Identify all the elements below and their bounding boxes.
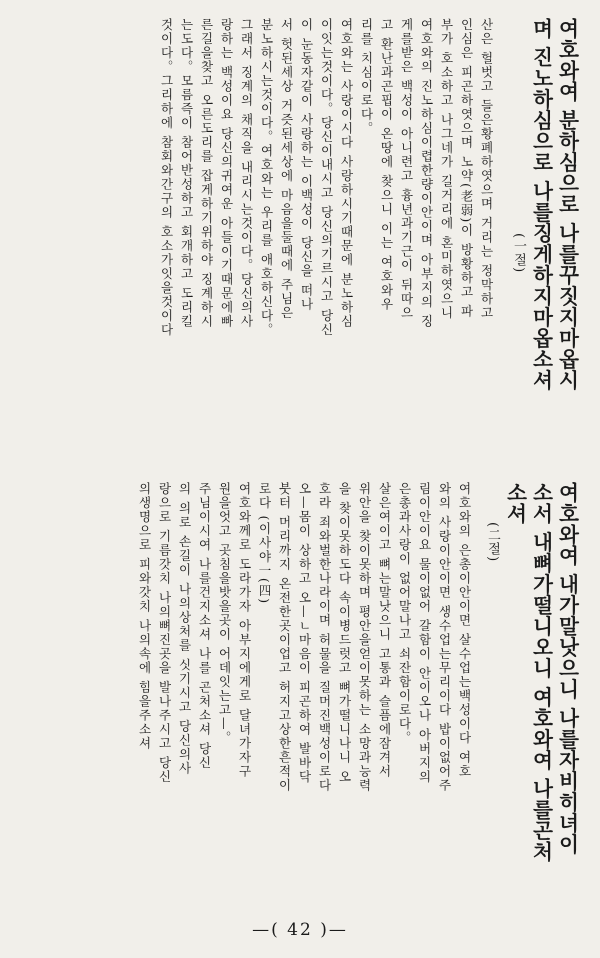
psalm-heading-line: 소서 내뼈가떨니오니 여호와여 나를곤처	[529, 482, 553, 862]
body-text-line: 이잇는것이다。당신이내시고 당신의기르시고 당신	[319, 18, 334, 337]
section-verse-1	[20, 18, 580, 473]
page-number: —( 42 )—	[252, 920, 348, 940]
column-gap	[496, 18, 508, 473]
body-text-line: 서 헛된세상 거즛된세상에 마음을둘때에 주님은	[279, 18, 294, 320]
body-text-line: 랑으로 기름갓치 나의뼈진곳을 발나주시고 당신	[157, 482, 172, 784]
body-text-line: 부가 호소하고 나그네가 길거리에 혼미하엿으니	[439, 18, 454, 320]
body-text-line: 의 의로 손길이 나의상처를 싯기시고 당신의사	[177, 482, 192, 776]
body-text-line: 리를 치심이로다。	[359, 18, 374, 136]
body-text-line: 것이다。그리하에 참회와간구의 호소가잇을것이다	[159, 18, 174, 337]
section-verse-2	[20, 482, 580, 914]
vertical-text-block-bottom	[20, 482, 580, 914]
body-text-line: 산은 헐벗고 들은황폐하엿으며 거리는 정막하고	[479, 18, 494, 320]
body-text-line: 주님이시여 나를건지소셔 나를 곤처소셔 당신	[197, 482, 212, 770]
body-text-line: 그래서 징계의 채직을 내리시는것이다。당신의사	[239, 18, 254, 329]
column-gap	[474, 482, 482, 914]
body-text-line: 호라 죄와벌한나라이며 허물을 질머진백성이로다	[317, 482, 332, 793]
vertical-text-block-top	[20, 18, 580, 473]
psalm-heading-line: 여호와여 내가말낫으니 나를자비히녀이	[555, 482, 579, 855]
body-text-line: 로다 (이사야一(四)	[257, 482, 272, 605]
psalm-heading-line: 소셔	[503, 482, 527, 524]
body-text-line: 위안을 찾이못하며 평안을얻이못하는 소망과능력	[357, 482, 372, 793]
body-text-line: 인심은 피곤하엿으며 노약(老弱)이 방황하고 파	[459, 18, 474, 319]
body-text-line: 의생명으로 피와갓치 나의속에 힘을주소셔	[137, 482, 152, 751]
verse-label: (一절)	[511, 233, 526, 274]
body-text-line: 살은여이고 뼈는말낫으니 고통과 슬픔에잠겨서	[377, 482, 392, 779]
body-text-line: 여호와는 사랑이시다 사랑하시기때문에 분노하심	[339, 18, 354, 329]
body-text-line: 은총과사랑이 없어말나고 쇠잔함이로다。	[397, 482, 412, 745]
body-text-line: 는도다。모름즉이 참어반성하고 회개하고 도리킬	[179, 18, 194, 329]
body-text-line: 여호와의 진노하심이렵한량이안이며 아부지의 징	[419, 18, 434, 329]
body-text-line: 을 찾이못하도다 속이병드럿고 뼈가떨니나니 오	[337, 482, 352, 784]
body-text-line: 여호와의 은총이안이면 살수업는백성이다 여호	[457, 482, 472, 779]
body-text-line: 이 눈동자같이 사랑하는 이백성이 당신을 떠나	[299, 18, 314, 312]
body-text-line: 와의 사랑이안이면 생수업는무리이다 밥이없어주	[437, 482, 452, 793]
psalm-heading-line: 여호와여 분하심으로 나를꾸짓지마옵시	[555, 18, 579, 391]
body-text-line: 른길을찾고 오른도리를 잡게하기위하야 징계하시	[199, 18, 214, 329]
body-text-line: 림이안이요 물이없어 갈함이 안이오나 아버지의	[417, 482, 432, 784]
body-text-line: 분노하시는것이다。여호와는 우리를 애호하신다。	[259, 18, 274, 337]
psalm-heading-line: 며 진노하심으로 나를징게하지마옵소셔	[529, 18, 553, 391]
body-text-line: 여호와께로 도라가자 아부지에게로 달녀가자구	[237, 482, 252, 779]
body-text-line: 게를받은 백성이 아니련고 흉년과기근이 뒤따으	[399, 18, 414, 320]
body-text-line: 랑하는 백성이요 당신의귀여운 아들이기때문에빠	[219, 18, 234, 329]
verse-label: (二절)	[485, 522, 500, 563]
body-text-line: 고 환난과곤핍이 온땅에 찾으니 이는 여호와우	[379, 18, 394, 312]
body-text-line: 붓터 머리까지 온전한곳이업고 허지고상한흔적이	[277, 482, 292, 793]
body-text-line: 원을엇고 곳침을밧을곳이 어데잇는고—。	[217, 482, 232, 745]
body-text-line: 오—몸이 상하고 오—ㄴ마음이 피곤하여 발바닥	[297, 482, 312, 784]
